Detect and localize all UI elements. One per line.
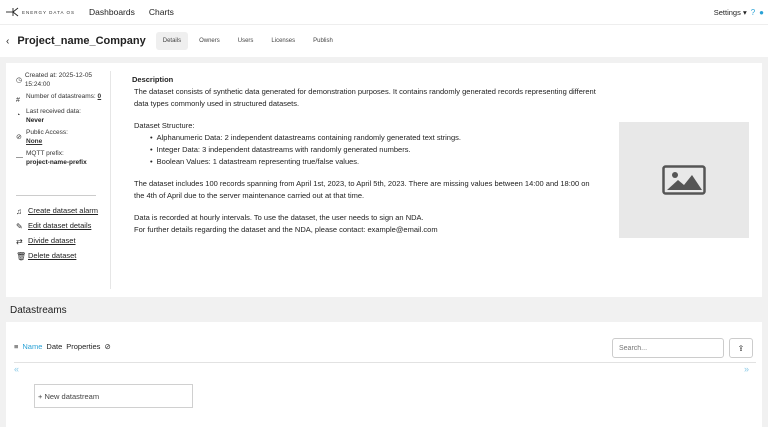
bell-icon: ♫ [16, 207, 22, 216]
vertical-divider [110, 71, 111, 289]
last-received-row [16, 107, 108, 125]
public-access-value[interactable]: None [26, 138, 43, 145]
description [132, 74, 602, 246]
search-input[interactable] [612, 338, 724, 358]
sort-toolbar [14, 342, 111, 351]
pager-next-icon[interactable]: » [744, 364, 750, 374]
divider [16, 195, 96, 196]
created-label: Created at: [24, 72, 57, 79]
upload-button[interactable] [729, 338, 753, 358]
title-bar [0, 24, 768, 57]
settings-label: Settings [713, 7, 741, 17]
structure-item: • Alphanumeric Data: 2 independent datastreams containing randomly generated text strings. [150, 132, 602, 144]
dataset-info [16, 71, 108, 170]
description-records: The dataset includes 100 records spanning from April 1st, 2023, to April 5th, 2023. There are missing values between 14:00 and 18:00 on the 4th of April due to the server maintenance carried out at that time. [134, 179, 590, 200]
help-icon[interactable]: ? [750, 7, 756, 17]
tab-licenses[interactable]: Licenses [271, 38, 296, 44]
new-datastream-button[interactable]: + New datastream [34, 384, 193, 408]
divider [14, 362, 756, 363]
nav-dashboards[interactable]: Dashboards [89, 7, 135, 17]
created-row [16, 71, 108, 89]
create-alarm-label[interactable]: Create dataset alarm [28, 206, 99, 215]
create-alarm-button[interactable] [16, 205, 108, 217]
clock-icon: ◷ [16, 77, 23, 84]
structure-list [132, 132, 602, 168]
divide-dataset-button[interactable] [16, 235, 108, 247]
details-card [6, 63, 762, 297]
user-icon[interactable]: ● [759, 7, 764, 17]
last-received-value: Never [26, 117, 45, 124]
logo-icon [5, 7, 19, 17]
mqtt-value: project-name-prefix [26, 159, 87, 166]
description-heading: Description [132, 75, 174, 84]
tab-publish[interactable]: Publish [313, 38, 333, 44]
page-title: Project_name_Company [17, 35, 146, 47]
divide-dataset-label[interactable]: Divide dataset [28, 236, 76, 245]
datastreams-panel [6, 322, 762, 427]
description-contact: For further details regarding the dataset and the NDA, please contact: example@email.com [134, 225, 438, 234]
swap-icon: ⇄ [16, 237, 23, 246]
image-icon [662, 165, 706, 195]
structure-item: • Integer Data: 3 independent datastreams with randomly generated numbers. [150, 144, 602, 156]
streams-row [16, 92, 108, 104]
description-intro: The dataset consists of synthetic data generated for demonstration purposes. It contains randomly generated records representing different data types commonly used in structured datasets. [134, 87, 596, 108]
globe-off-icon: ⊘ [16, 134, 22, 141]
public-access-label: Public Access: [26, 129, 68, 136]
eye-off-icon[interactable]: ⊘ [104, 342, 111, 351]
delete-dataset-button[interactable] [16, 250, 108, 262]
last-received-label: Last received data: [26, 108, 81, 115]
chevron-down-icon: ▾ [742, 7, 747, 17]
dash-icon: — [16, 154, 23, 161]
edit-details-label[interactable]: Edit dataset details [28, 221, 92, 230]
hash-icon: # [16, 97, 20, 104]
datastreams-title: Datastreams [10, 305, 67, 316]
history-icon: ◔ [16, 112, 21, 119]
created-value: 2025-12-05 15:24:00 [24, 72, 93, 88]
back-icon[interactable]: ‹ [6, 35, 10, 47]
edit-icon: ✎ [16, 222, 23, 231]
sort-name[interactable]: Name [22, 342, 43, 351]
streams-value[interactable]: 0 [97, 93, 102, 100]
structure-item: • Boolean Values: 1 datastream representing true/false values. [150, 156, 602, 168]
mqtt-row [16, 149, 108, 167]
sort-icon[interactable]: ≡ [14, 342, 19, 351]
settings-menu[interactable] [714, 8, 747, 17]
tab-users[interactable]: Users [237, 38, 254, 44]
logo-text: ENERGY DATA OS [22, 9, 76, 15]
tab-owners[interactable]: Owners [199, 38, 220, 44]
tab-details[interactable]: Details [156, 32, 188, 50]
trash-icon: 🗑 [16, 252, 27, 261]
nav-charts[interactable]: Charts [148, 7, 174, 17]
sort-date[interactable]: Date [46, 342, 63, 351]
structure-label: Dataset Structure: [134, 121, 195, 130]
pager-prev-icon[interactable]: « [14, 364, 20, 374]
streams-label: Number of datastreams: [26, 93, 96, 100]
dataset-image [619, 122, 749, 238]
logo[interactable] [5, 7, 75, 17]
sort-properties[interactable]: Properties [66, 342, 101, 351]
dataset-actions [16, 205, 108, 265]
mqtt-label: MQTT prefix: [26, 150, 64, 157]
upload-icon: ⇪ [737, 343, 745, 353]
delete-dataset-label[interactable]: Delete dataset [28, 251, 77, 260]
description-interval: Data is recorded at hourly intervals. To use the dataset, the user needs to sign an NDA. [134, 213, 424, 222]
top-navbar [0, 0, 768, 24]
public-access-row [16, 128, 108, 146]
edit-details-button[interactable] [16, 220, 108, 232]
